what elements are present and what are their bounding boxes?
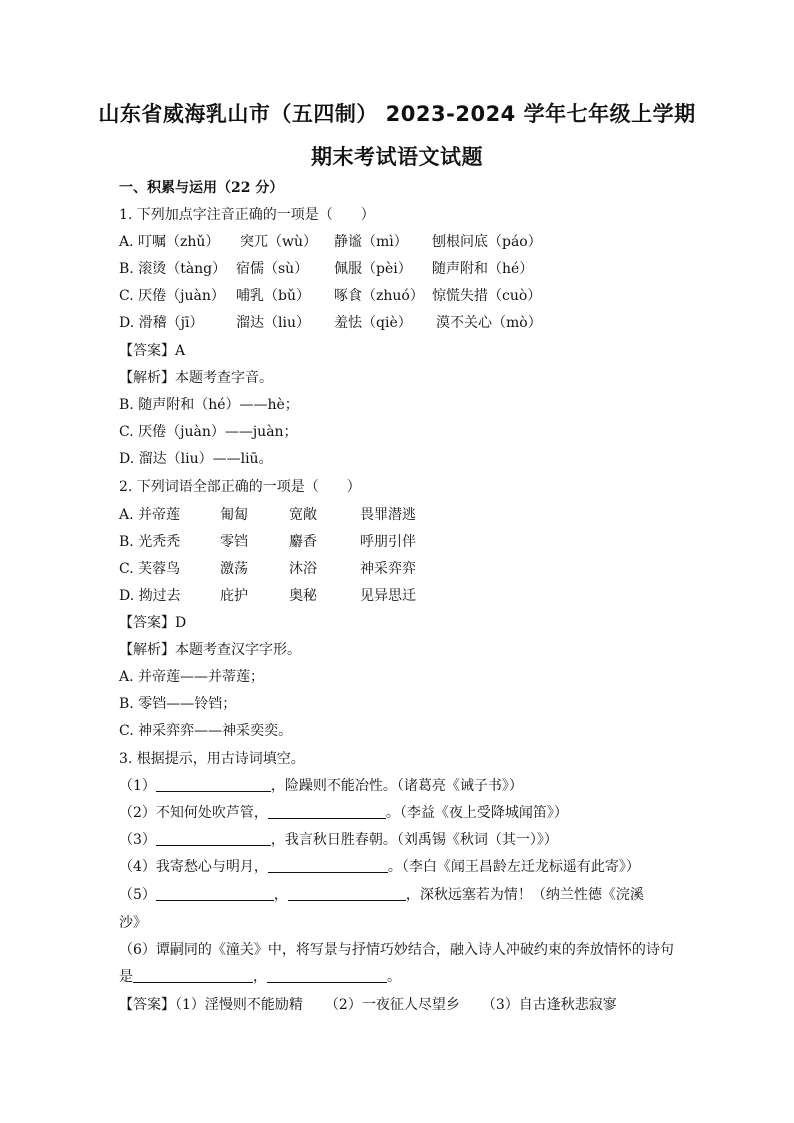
q2-note: C. 神采弈弈——神采奕奕。: [119, 723, 293, 739]
section-heading: 一、积累与运用（22 分）: [119, 180, 284, 196]
item-suffix: ，险躁则不能冶性。（诸葛亮《诫子书》）: [270, 778, 523, 794]
option-item: B. 光秃秃: [119, 534, 181, 550]
option-item: 宿儒（sù）: [236, 261, 309, 277]
item-suffix: 。（李白《闻王昌龄左迁龙标遥有此寄》）: [387, 859, 640, 875]
option-item: C. 芙蓉鸟: [119, 561, 181, 577]
option-item: 突兀（wù）: [240, 234, 317, 250]
item-prefix: （3）: [119, 832, 156, 848]
item-separator: ，: [253, 969, 267, 985]
q3-item-6: （6）谭嗣同的《潼关》中，将写景与抒情巧妙结合，融入诗人冲破约束的奔放情怀的诗句: [119, 942, 674, 958]
blank-line: [268, 858, 388, 873]
option-item: 啄食（zhuó）: [334, 288, 424, 304]
answer-part: （2）一夜征人尽望乡: [324, 997, 460, 1013]
item-separator: ，: [273, 887, 288, 903]
option-item: 宽敞: [289, 507, 317, 523]
q1-note: D. 溜达（liu）——liū。: [119, 451, 273, 467]
option-item: 神采弈弈: [360, 561, 416, 577]
option-item: 哺乳（bǔ）: [236, 288, 310, 304]
q2-note: B. 零铛——铃铛；: [119, 696, 237, 712]
option-item: 刨根问底（páo）: [432, 234, 542, 250]
option-item: 奥秘: [289, 588, 317, 604]
option-item: 溜达（liu）: [236, 315, 310, 331]
item-suffix: ，我言秋日胜春朝。（刘禹锡《秋词（其一）》）: [270, 832, 558, 848]
option-item: 佩服（pèi）: [334, 261, 412, 277]
option-item: 呼朋引伴: [360, 534, 416, 550]
q3-item-5: [119, 886, 644, 904]
page-title-line2: 期末考试语文试题: [311, 145, 483, 169]
blank-line: [156, 831, 271, 846]
item-suffix: 。（李益《夜上受降城闻笛》）: [385, 805, 568, 821]
blank-line: [268, 804, 386, 819]
q2-analysis: 【解析】本题考查汉字字形。: [119, 642, 301, 658]
blank-line: [133, 968, 253, 983]
item-prefix: （2）不知何处吹芦管，: [119, 805, 268, 821]
option-item: C. 厌倦（juàn）: [119, 288, 225, 304]
option-item: 零铛: [220, 534, 248, 550]
option-item: 匍匐: [220, 507, 248, 523]
item-prefix: 是: [119, 969, 133, 985]
q3-item-5-continued: 沙》: [119, 915, 147, 931]
option-item: 沐浴: [289, 561, 317, 577]
option-item: 庇护: [220, 588, 248, 604]
q3-item-2: [119, 804, 568, 822]
option-item: 畏罪潜逃: [360, 507, 416, 523]
q2-note: A. 并帝莲——并蒂莲；: [119, 669, 265, 685]
option-item: 随声附和（hé）: [432, 261, 534, 277]
option-item: 惊慌失措（cuò）: [432, 288, 542, 304]
blank-line: [288, 886, 406, 901]
q1-answer: 【答案】A: [119, 343, 186, 359]
q3-item-6-blanks: [119, 968, 401, 986]
item-prefix: （4）我寄愁心与明月，: [119, 859, 268, 875]
q2-answer: 【答案】D: [119, 615, 187, 631]
q3-stem: 3. 根据提示，用古诗词填空。: [119, 751, 305, 767]
option-item: 羞怯（qiè）: [334, 315, 412, 331]
answer-label: 【答案】: [119, 997, 175, 1013]
q3-item-3: [119, 831, 558, 849]
q1-note: C. 厌倦（juàn）——juàn；: [119, 424, 298, 440]
option-item: B. 滚烫（tàng）: [119, 261, 227, 277]
blank-line: [156, 886, 274, 901]
item-prefix: （1）: [119, 778, 156, 794]
item-prefix: （5）: [119, 887, 156, 903]
page-title-line1: 山东省威海乳山市（五四制） 2023-2024 学年七年级上学期: [98, 102, 696, 126]
q1-note: B. 随声附和（hé）——hè；: [119, 397, 299, 413]
q3-answer: [119, 996, 617, 1014]
q1-analysis: 【解析】本题考查字音。: [119, 370, 273, 386]
option-item: A. 叮嘱（zhǔ）: [119, 234, 220, 250]
option-item: D. 滑稽（jī）: [119, 315, 204, 331]
answer-part: （1）淫慢则不能励精: [175, 997, 303, 1013]
option-item: 静谧（mì）: [334, 234, 408, 250]
option-item: 见异思迁: [360, 588, 416, 604]
option-item: 漠不关心（mò）: [436, 315, 542, 331]
option-item: 麝香: [289, 534, 317, 550]
q3-item-1: [119, 777, 523, 795]
answer-part: （3）自古逢秋悲寂寥: [481, 997, 617, 1013]
q3-item-4: [119, 858, 640, 876]
option-item: 激荡: [220, 561, 248, 577]
blank-line: [267, 968, 387, 983]
item-suffix: ，深秋远塞若为情！（纳兰性德《浣溪: [405, 887, 644, 903]
q2-stem: 2. 下列词语全部正确的一项是（ ）: [119, 479, 361, 495]
blank-line: [156, 777, 271, 792]
option-item: A. 并帝莲: [119, 507, 181, 523]
q1-stem: 1. 下列加点字注音正确的一项是（ ）: [119, 207, 375, 223]
item-suffix: 。: [387, 969, 401, 985]
option-item: D. 拗过去: [119, 588, 181, 604]
